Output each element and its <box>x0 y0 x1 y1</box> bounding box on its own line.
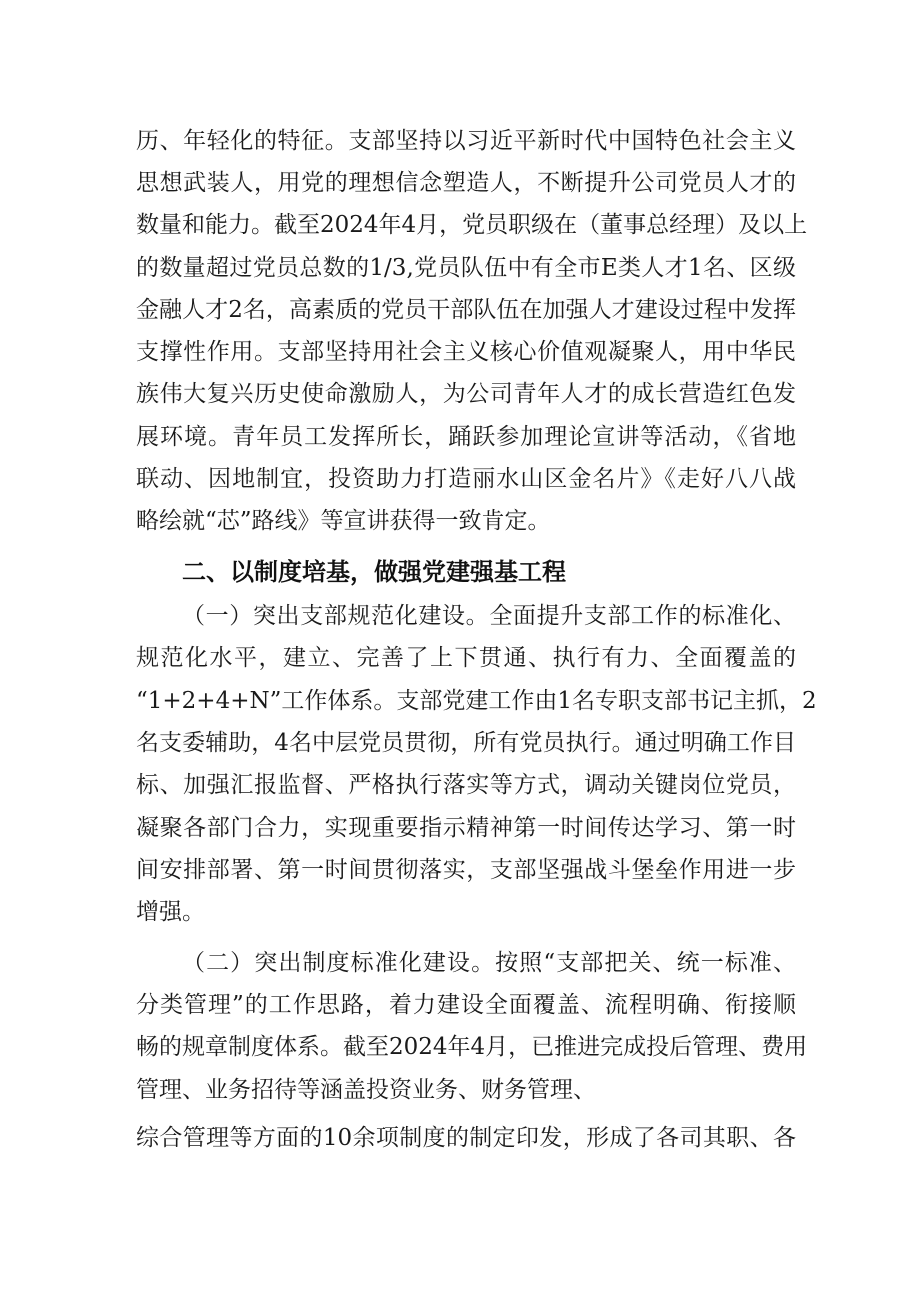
paragraph-2-line-8: 增强。 <box>136 899 205 925</box>
paragraph-1-line-9: 联动、因地制宜，投资助力打造丽水山区金名片》《走好八八战 <box>136 466 796 492</box>
paragraph-3-line-1: （二）突出制度标准化建设。按照“支部把关、统一标准、 <box>182 950 796 976</box>
paragraph-2-line-3: “1+2+4+N”工作体系。支部党建工作由1名专职支部书记主抓，2 <box>136 688 817 714</box>
paragraph-1-line-8: 展环境。青年员工发挥所长，踊跃参加理论宣讲等活动，《省地 <box>136 424 796 450</box>
paragraph-1-line-2: 思想武装人，用党的理想信念塑造人，不断提升公司党员人才的 <box>136 170 796 196</box>
paragraph-2-line-4: 名支委辅助，4名中层党员贯彻，所有党员执行。通过明确工作目 <box>136 730 796 756</box>
paragraph-2-line-7: 间安排部署、第一时间贯彻落实，支部坚强战斗堡垒作用进一步 <box>136 857 796 883</box>
paragraph-3-line-3: 畅的规章制度体系。截至2024年4月，已推进完成投后管理、费用 <box>136 1034 808 1060</box>
paragraph-1-line-7: 族伟大复兴历史使命激励人，为公司青年人才的成长营造红色发 <box>136 381 796 407</box>
section-heading: 二、以制度培基，做强党建强基工程 <box>182 558 566 586</box>
paragraph-2-line-6: 凝聚各部门合力，实现重要指示精神第一时间传达学习、第一时 <box>136 815 796 841</box>
paragraph-1-line-10: 略绘就“芯”路线》等宣讲获得一致肯定。 <box>136 508 551 534</box>
paragraph-2-line-2: 规范化水平，建立、完善了上下贯通、执行有力、全面覆盖的 <box>136 645 796 671</box>
paragraph-2-line-1: （一）突出支部规范化建设。全面提升支部工作的标准化、 <box>182 603 796 629</box>
paragraph-1-line-6: 支撑性作用。支部坚持用社会主义核心价值观凝聚人，用中华民 <box>136 339 796 365</box>
paragraph-3-line-5: 综合管理等方面的10余项制度的制定印发，形成了各司其职、各 <box>136 1125 796 1151</box>
paragraph-3-line-2: 分类管理”的工作思路，着力建设全面覆盖、流程明确、衔接顺 <box>136 992 796 1018</box>
paragraph-2-line-5: 标、加强汇报监督、严格执行落实等方式，调动关键岗位党员， <box>136 772 796 798</box>
paragraph-1-line-4: 的数量超过党员总数的1/3,党员队伍中有全市E类人才1名、区级 <box>136 255 796 281</box>
paragraph-1-line-3: 数量和能力。截至2024年4月，党员职级在（董事总经理）及以上 <box>136 212 808 238</box>
paragraph-1-line-5: 金融人才2名，高素质的党员干部队伍在加强人才建设过程中发挥 <box>136 297 796 323</box>
paragraph-1-line-1: 历、年轻化的特征。支部坚持以习近平新时代中国特色社会主义 <box>136 128 796 154</box>
paragraph-3-line-4: 管理、业务招待等涵盖投资业务、财务管理、 <box>136 1077 596 1103</box>
